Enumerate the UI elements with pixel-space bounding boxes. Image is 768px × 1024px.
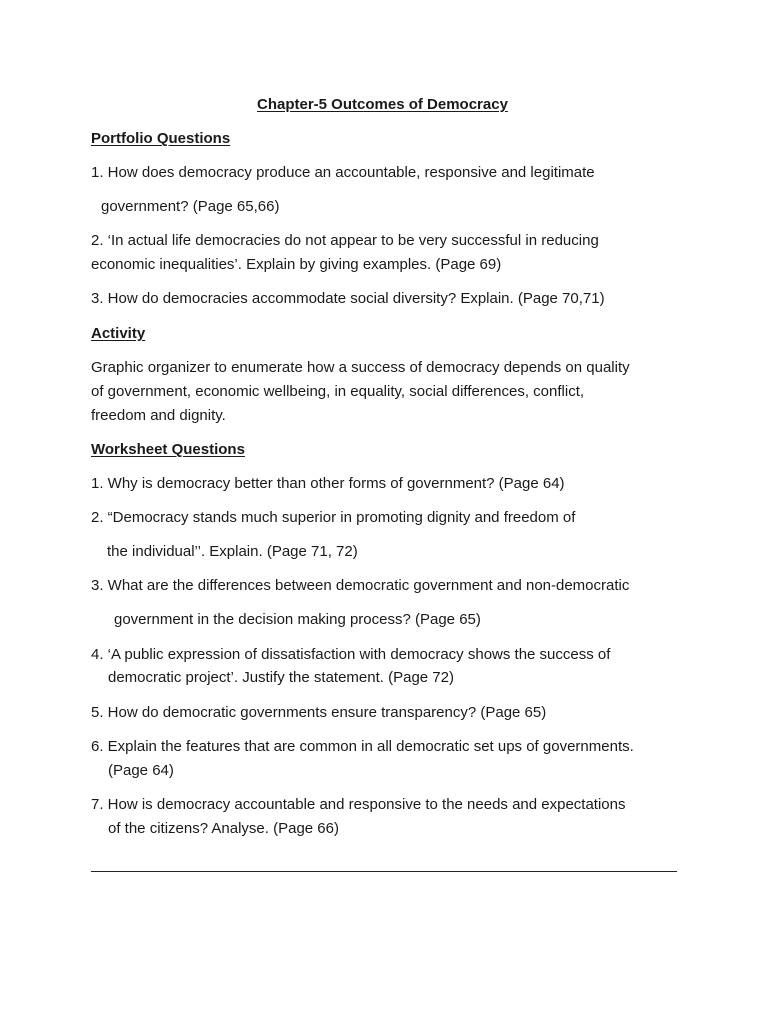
page-title: Chapter-5 Outcomes of Democracy [257, 96, 508, 113]
worksheet-question-2-continued: the individual’’. Explain. (Page 71, 72) [107, 543, 358, 560]
worksheet-question-5: 5. How do democratic governments ensure transparency? (Page 65) [91, 704, 547, 721]
worksheet-question-3: 3. What are the differences between democratic government and non-democratic [91, 577, 630, 594]
portfolio-heading: Portfolio Questions [91, 130, 231, 147]
activity-heading: Activity [91, 325, 146, 342]
activity-text-line-3: freedom and dignity. [91, 407, 226, 424]
portfolio-question-2-continued: economic inequalities’. Explain by giving examples. (Page 69) [91, 256, 502, 273]
worksheet-question-7-continued: of the citizens? Analyse. (Page 66) [108, 820, 339, 837]
portfolio-question-3: 3. How do democracies accommodate social diversity? Explain. (Page 70,71) [91, 290, 605, 307]
worksheet-heading: Worksheet Questions [91, 441, 245, 458]
worksheet-question-6: 6. Explain the features that are common in all democratic set ups of governments. [91, 738, 634, 755]
worksheet-question-4: 4. ‘A public expression of dissatisfaction with democracy shows the success of [91, 646, 611, 663]
worksheet-question-4-continued: democratic project’. Justify the statement. (Page 72) [108, 669, 454, 686]
activity-text-line-1: Graphic organizer to enumerate how a success of democracy depends on quality [91, 359, 630, 376]
activity-text-line-2: of government, economic wellbeing, in equality, social differences, conflict, [91, 383, 585, 400]
portfolio-question-1-continued: government? (Page 65,66) [101, 198, 280, 215]
portfolio-question-2: 2. ‘In actual life democracies do not appear to be very successful in reducing [91, 232, 599, 249]
horizontal-rule [91, 871, 677, 872]
worksheet-question-3-continued: government in the decision making process? (Page 65) [114, 611, 481, 628]
worksheet-question-7: 7. How is democracy accountable and responsive to the needs and expectations [91, 796, 626, 813]
worksheet-question-1: 1. Why is democracy better than other forms of government? (Page 64) [91, 475, 565, 492]
worksheet-question-6-continued: (Page 64) [108, 762, 174, 779]
portfolio-question-1: 1. How does democracy produce an accountable, responsive and legitimate [91, 164, 595, 181]
worksheet-question-2: 2. “Democracy stands much superior in promoting dignity and freedom of [91, 509, 576, 526]
